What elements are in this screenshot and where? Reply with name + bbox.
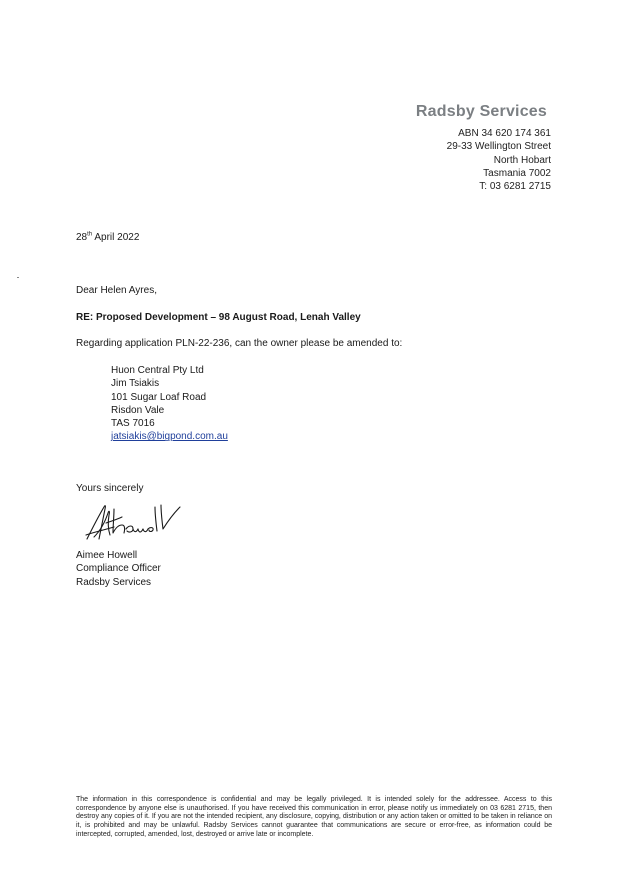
sender-state-postcode: Tasmania 7002 [483, 167, 551, 179]
owner-suburb: Risdon Vale [111, 404, 165, 416]
sender-street: 29-33 Wellington Street [446, 141, 551, 153]
owner-email-link[interactable]: jatsiakis@bigpond.com.au [111, 431, 228, 443]
date-month-year: April 2022 [92, 232, 140, 243]
signatory-title: Compliance Officer [76, 563, 161, 575]
signatory-company: Radsby Services [76, 576, 152, 588]
new-owner-address [111, 364, 228, 444]
body-paragraph: Regarding application PLN-22-236, can the owner please be amended to: [76, 338, 403, 349]
date-day: 28 [76, 232, 88, 243]
closing: Yours sincerely [76, 483, 144, 494]
salutation: Dear Helen Ayres, [76, 285, 157, 296]
signatory-block [76, 549, 161, 589]
owner-state-postcode: TAS 7016 [111, 418, 155, 430]
subject-line: RE: Proposed Development – 98 August Road, Lenah Valley [76, 312, 361, 323]
scan-speck [17, 277, 19, 278]
sender-suburb: North Hobart [493, 154, 551, 166]
handwritten-signature-icon [84, 499, 188, 545]
signatory-name: Aimee Howell [76, 550, 138, 561]
sender-abn: ABN 34 620 174 361 [458, 128, 551, 139]
confidentiality-disclaimer: The information in this correspondence is confidential and may be legally privileged. It is intended solely for the addressee. Access to this correspondence by anyone else is unauthorised. If you have received this communication in error, please notify us immediately on 03 6281 2715, then destroy any copies of it. If you are not the intended recipient, any disclosure, copying, distribution or any action taken or omitted to be taken in reliance on it, is prohibited and may be unlawful. Radsby Services cannot guarantee that communications are secure or error-free, as information could be intercepted, corrupted, amended, lost, destroyed or arrive late or incomplete. [76, 796, 552, 838]
sender-company-name: Radsby Services [415, 103, 547, 120]
owner-company: Huon Central Pty Ltd [111, 365, 204, 376]
owner-street: 101 Sugar Loaf Road [111, 391, 207, 403]
letter-date [76, 232, 139, 243]
owner-name: Jim Tsiakis [111, 378, 160, 390]
date-suffix: th [87, 231, 93, 238]
sender-phone: T: 03 6281 2715 [479, 181, 551, 193]
sender-block [416, 103, 551, 193]
